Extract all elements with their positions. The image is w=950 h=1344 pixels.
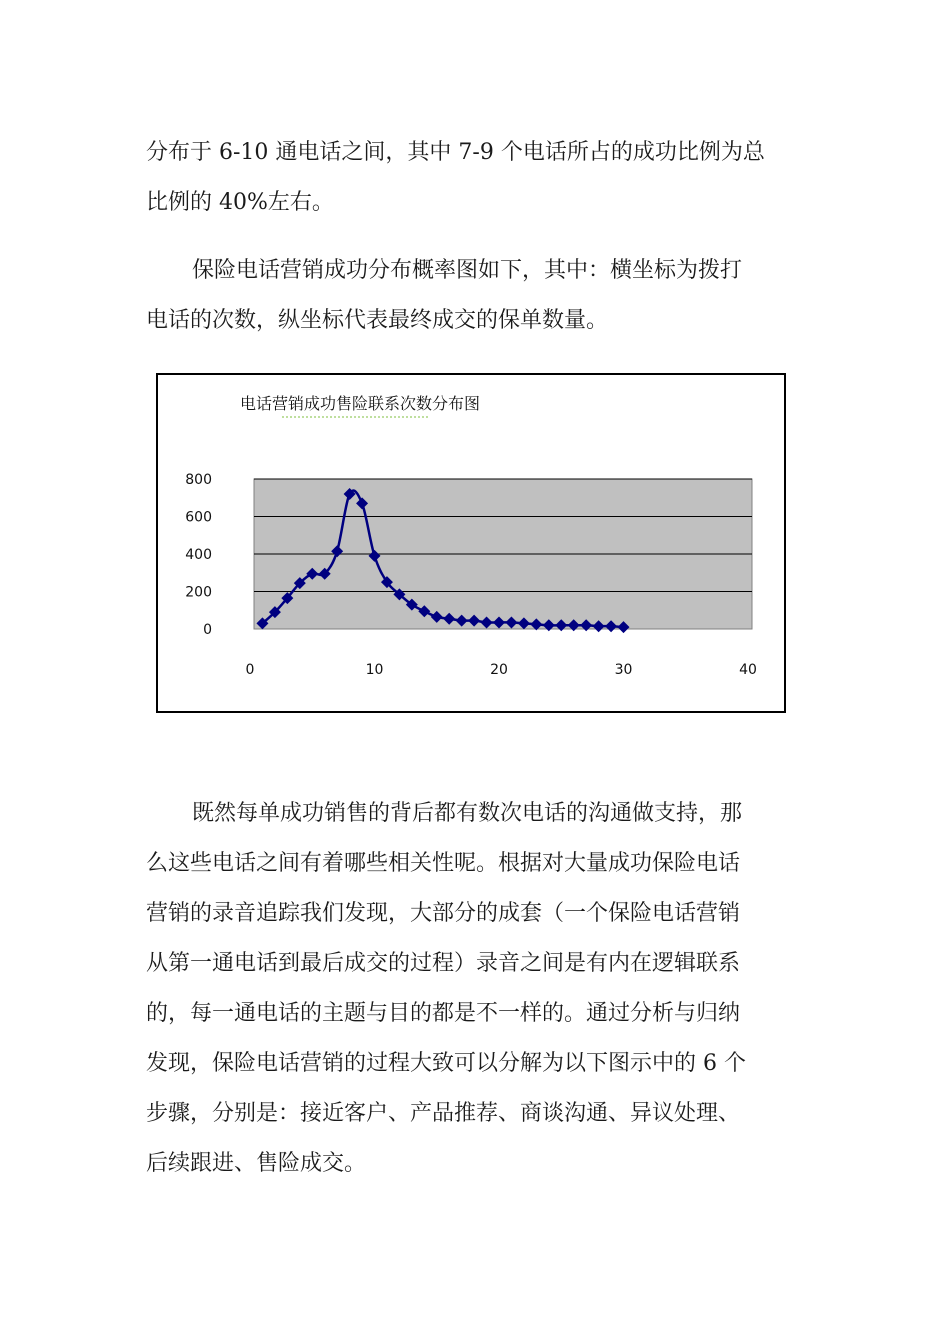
paragraph-intro-continued	[146, 128, 806, 228]
text-line: 保险电话营销成功分布概率图如下，其中：横坐标为拨打	[192, 258, 743, 283]
x-tick-label: 20	[490, 662, 508, 678]
y-tick-label: 400	[185, 547, 212, 563]
text-line: 既然每单成功销售的背后都有数次电话的沟通做支持，那	[192, 801, 743, 826]
chart-figure	[156, 373, 786, 713]
y-tick-label: 800	[185, 472, 212, 488]
text-line: 分布于 6-10 通电话之间，其中 7-9 个电话所占的成功比例为总	[146, 140, 765, 165]
x-tick-label: 10	[365, 662, 384, 678]
x-tick-label: 30	[614, 662, 633, 678]
text-line: 步骤，分别是：接近客户、产品推荐、商谈沟通、异议处理、	[146, 1101, 741, 1126]
x-tick-label: 0	[245, 662, 255, 678]
text-line: 比例的 40%左右。	[146, 190, 334, 215]
text-line: 发现，保险电话营销的过程大致可以分解为以下图示中的 6 个	[146, 1051, 746, 1076]
x-tick-label: 40	[739, 662, 757, 678]
text-line: 的，每一通电话的主题与目的都是不一样的。通过分析与归纳	[146, 1001, 741, 1026]
y-tick-label: 600	[185, 509, 212, 526]
text-line: 营销的录音追踪我们发现，大部分的成套（一个保险电话营销	[146, 901, 741, 926]
text-line: 后续跟进、售险成交。	[146, 1151, 367, 1176]
paragraph-chart-description	[146, 246, 806, 346]
y-tick-label: 0	[203, 622, 212, 638]
y-tick-label: 200	[185, 584, 212, 601]
text-line: 么这些电话之间有着哪些相关性呢。根据对大量成功保险电话	[146, 851, 741, 876]
chart-canvas	[158, 375, 784, 711]
chart-grid	[254, 479, 752, 629]
chart-title: 电话营销成功售险联系次数分布图	[240, 394, 481, 413]
paragraph-call-steps	[146, 789, 806, 1189]
text-line: 电话的次数，纵坐标代表最终成交的保单数量。	[146, 308, 609, 333]
text-line: 从第一通电话到最后成交的过程）录音之间是有内在逻辑联系	[146, 951, 741, 976]
